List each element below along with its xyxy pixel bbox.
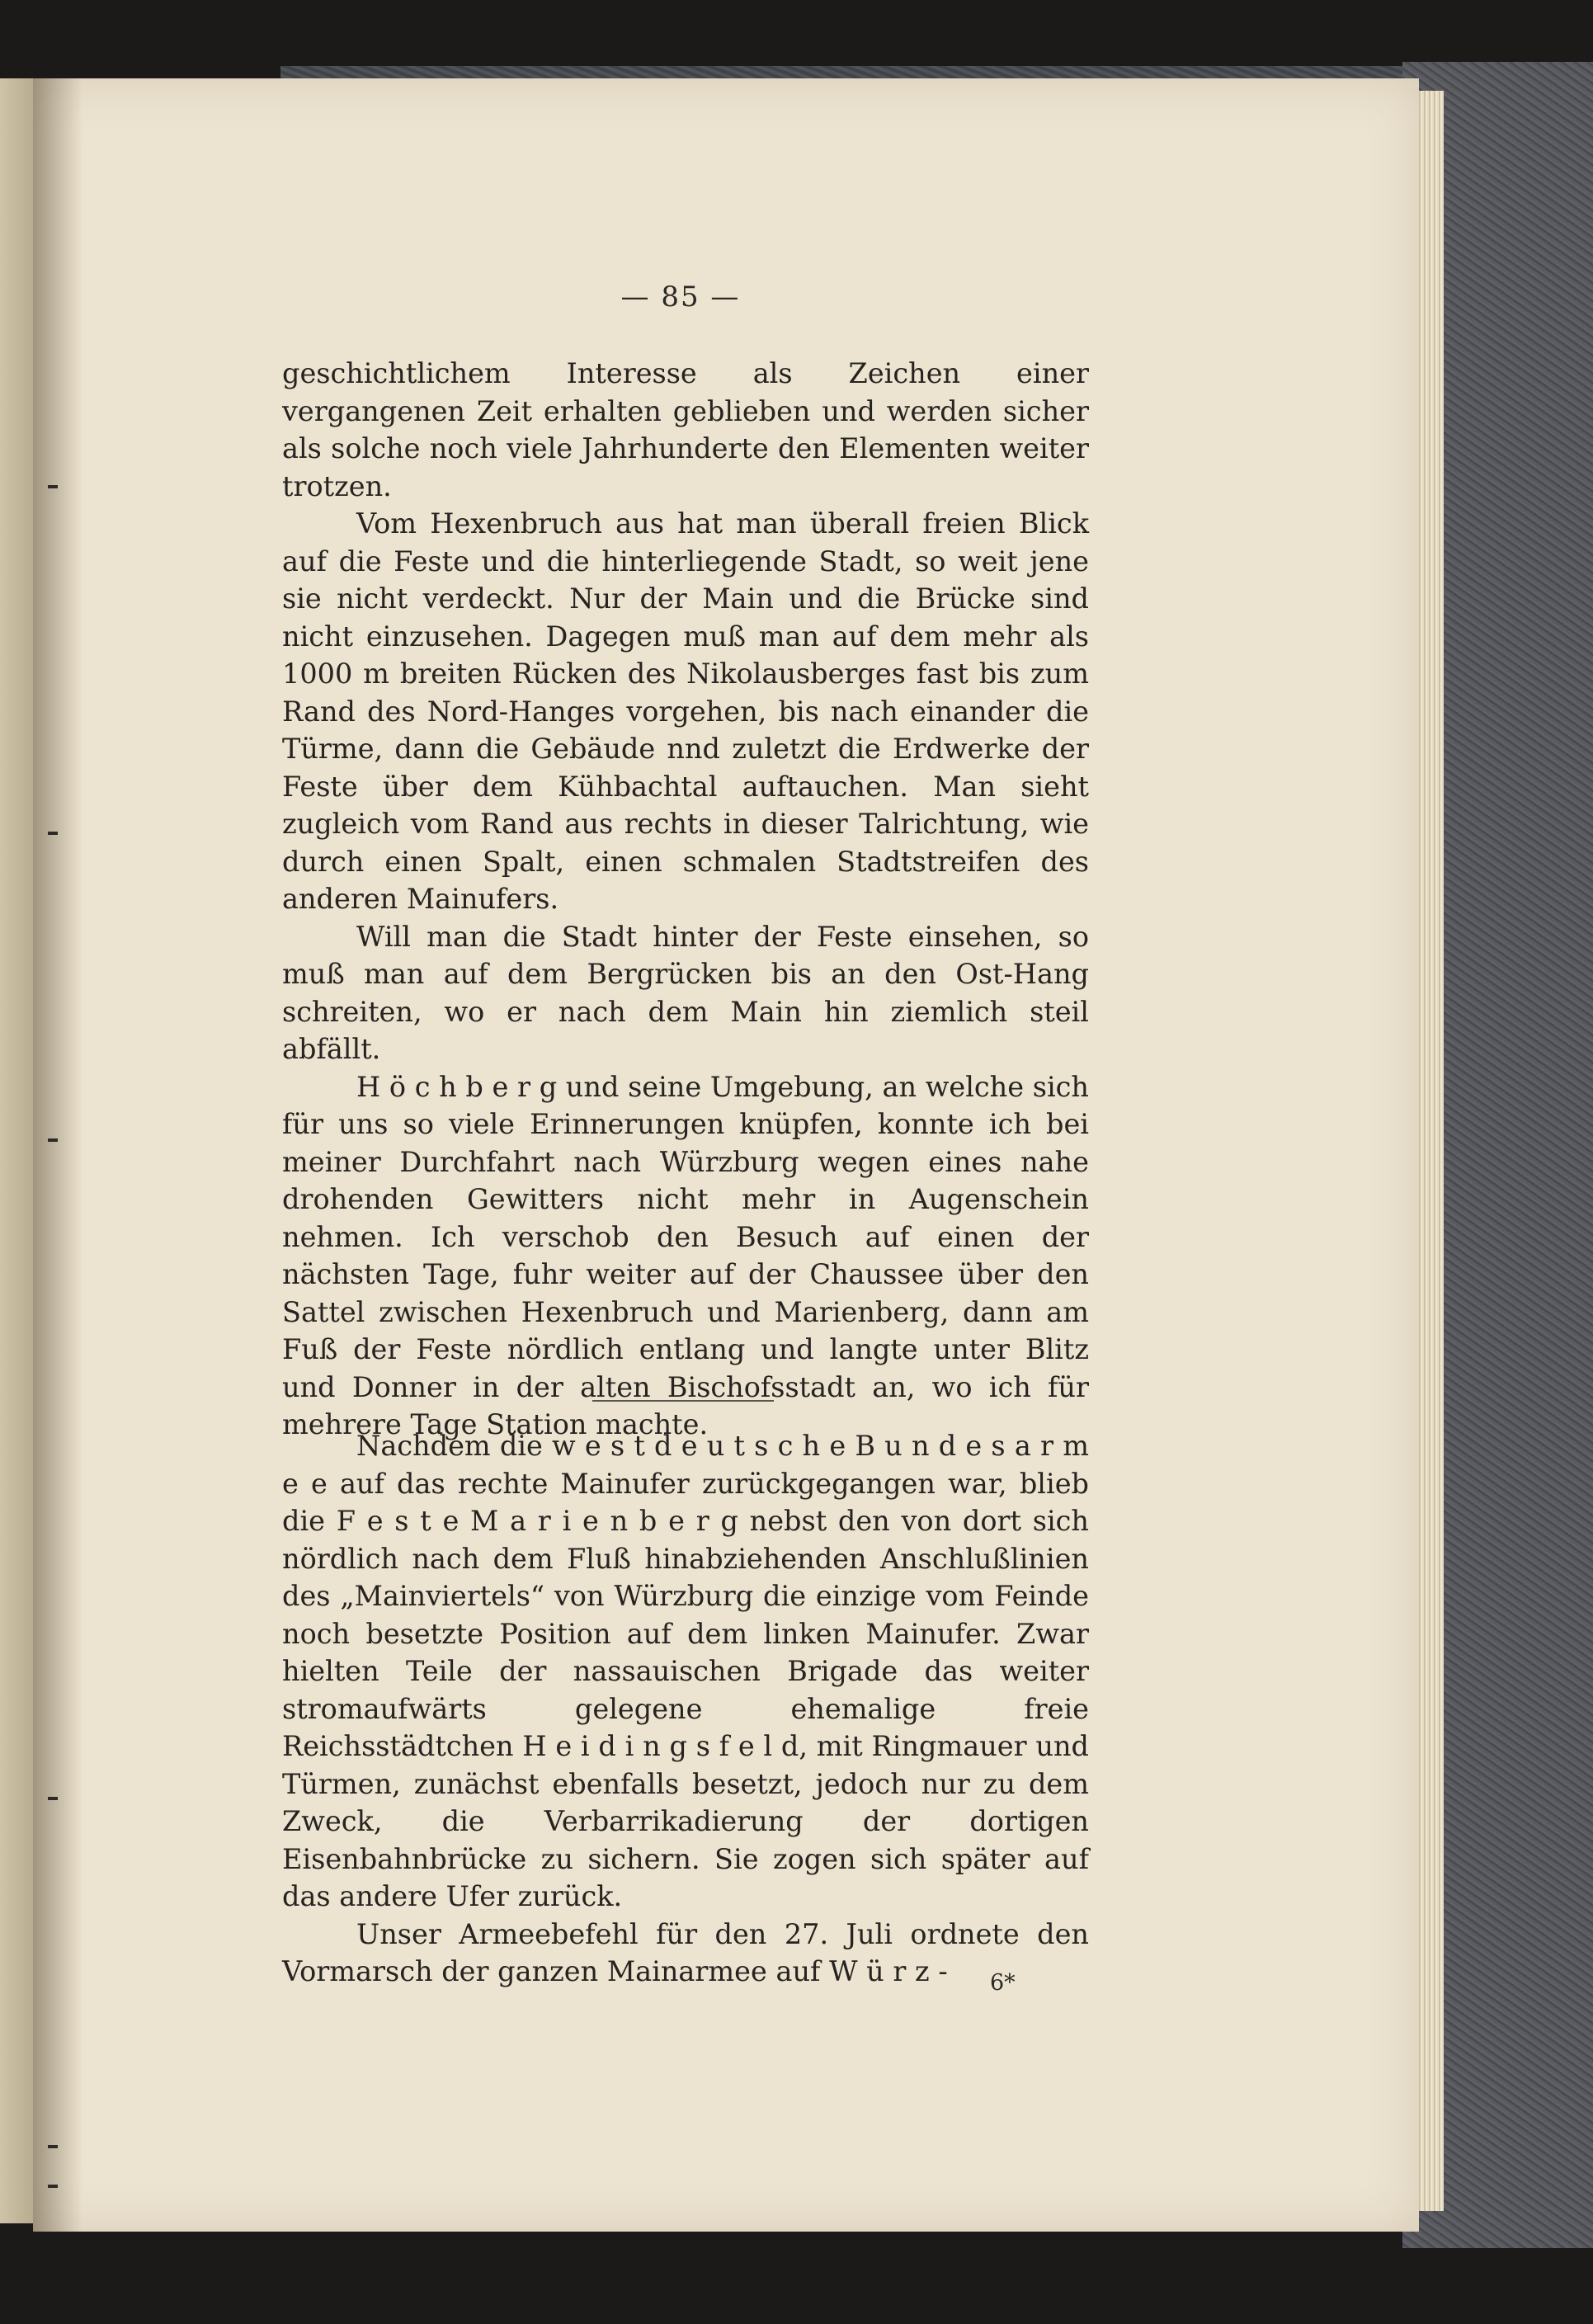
margin-mark	[48, 2145, 58, 2148]
margin-mark	[48, 1138, 58, 1142]
facing-page-edge	[0, 78, 33, 2223]
paragraph: Nachdem die w e s t d e u t s c h e B u n d e s a r m e e auf das rechte Mainufer zurückgegangen war, blieb die F e s t e M a r i e n b e r g nebst den von dort sich nördlich nach dem Fluß hinabziehenden Anschlußlinien des „Mainviertels“ von Würzburg die einzige vom Feinde noch besetzte Position auf dem linken Mainufer. Zwar hielten Teile der nassauischen Brigade das weiter stromaufwärts gelegene ehemalige freie Reichsstädtchen H e i d i n g s f e l d, mit Ringmauer und Türmen, zunächst ebenfalls besetzt, jedoch nur zu dem Zweck, die Verbarrikadierung der dortigen Eisenbahnbrücke zu sichern. Sie zogen sich später auf das andere Ufer zurück.	[282, 1430, 1089, 1912]
text-block-upper	[282, 355, 1089, 1444]
paragraph: Vom Hexenbruch aus hat man überall freien Blick auf die Feste und die hinterliegende Stadt, so weit jene sie nicht verdeckt. Nur der Main und die Brücke sind nicht einzusehen. Dagegen muß man auf dem mehr als 1000 m breiten Rücken des Nikolausberges fast bis zum Rand des Nord-Hanges vorgehen, bis nach einander die Türme, dann die Gebäude nnd zuletzt die Erdwerke der Feste über dem Kühbachtal auftauchen. Man sieht zugleich vom Rand aus rechts in dieser Talrichtung, wie durch einen Spalt, einen schmalen Stadtstreifen des anderen Mainufers.	[282, 507, 1089, 915]
margin-mark	[48, 1797, 58, 1800]
margin-mark	[48, 2185, 58, 2188]
section-separator	[592, 1400, 774, 1402]
paragraph: H ö c h b e r g und seine Umgebung, an welche sich für uns so viele Erinnerungen knüpfen, konnte ich bei meiner Durchfahrt nach Würzburg wegen eines nahe drohenden Gewitters nicht mehr in Augenschein nehmen. Ich verschob den Besuch auf einen der nächsten Tage, fuhr weiter auf der Chaussee über den Sattel zwischen Hexenbruch und Marienberg, dann am Fuß der Feste nördlich entlang und langte unter Blitz und Donner in der alten Bischofsstadt an, wo ich für mehrere Tage Station machte.	[282, 1070, 1089, 1440]
margin-mark	[48, 832, 58, 835]
paragraph: geschichtlichem Interesse als Zeichen einer vergangenen Zeit erhalten geblieben und werden sicher als solche noch viele Jahrhunderte den Elementen weiter trotzen.	[282, 357, 1089, 502]
gutter-shadow	[33, 78, 82, 2232]
signature-mark: 6*	[990, 1970, 1016, 1996]
page-number: — 85 —	[620, 280, 741, 313]
margin-mark	[48, 485, 58, 488]
text-block-lower	[282, 1427, 1089, 1991]
paragraph: Will man die Stadt hinter der Feste einsehen, so muß man auf dem Bergrücken bis an den Ost-Hang schreiten, wo er nach dem Main hin ziemlich steil abfällt.	[282, 920, 1089, 1065]
paragraph: Unser Armeebefehl für den 27. Juli ordnete den Vormarsch der ganzen Mainarmee auf W ü r z -	[282, 1917, 1089, 1987]
